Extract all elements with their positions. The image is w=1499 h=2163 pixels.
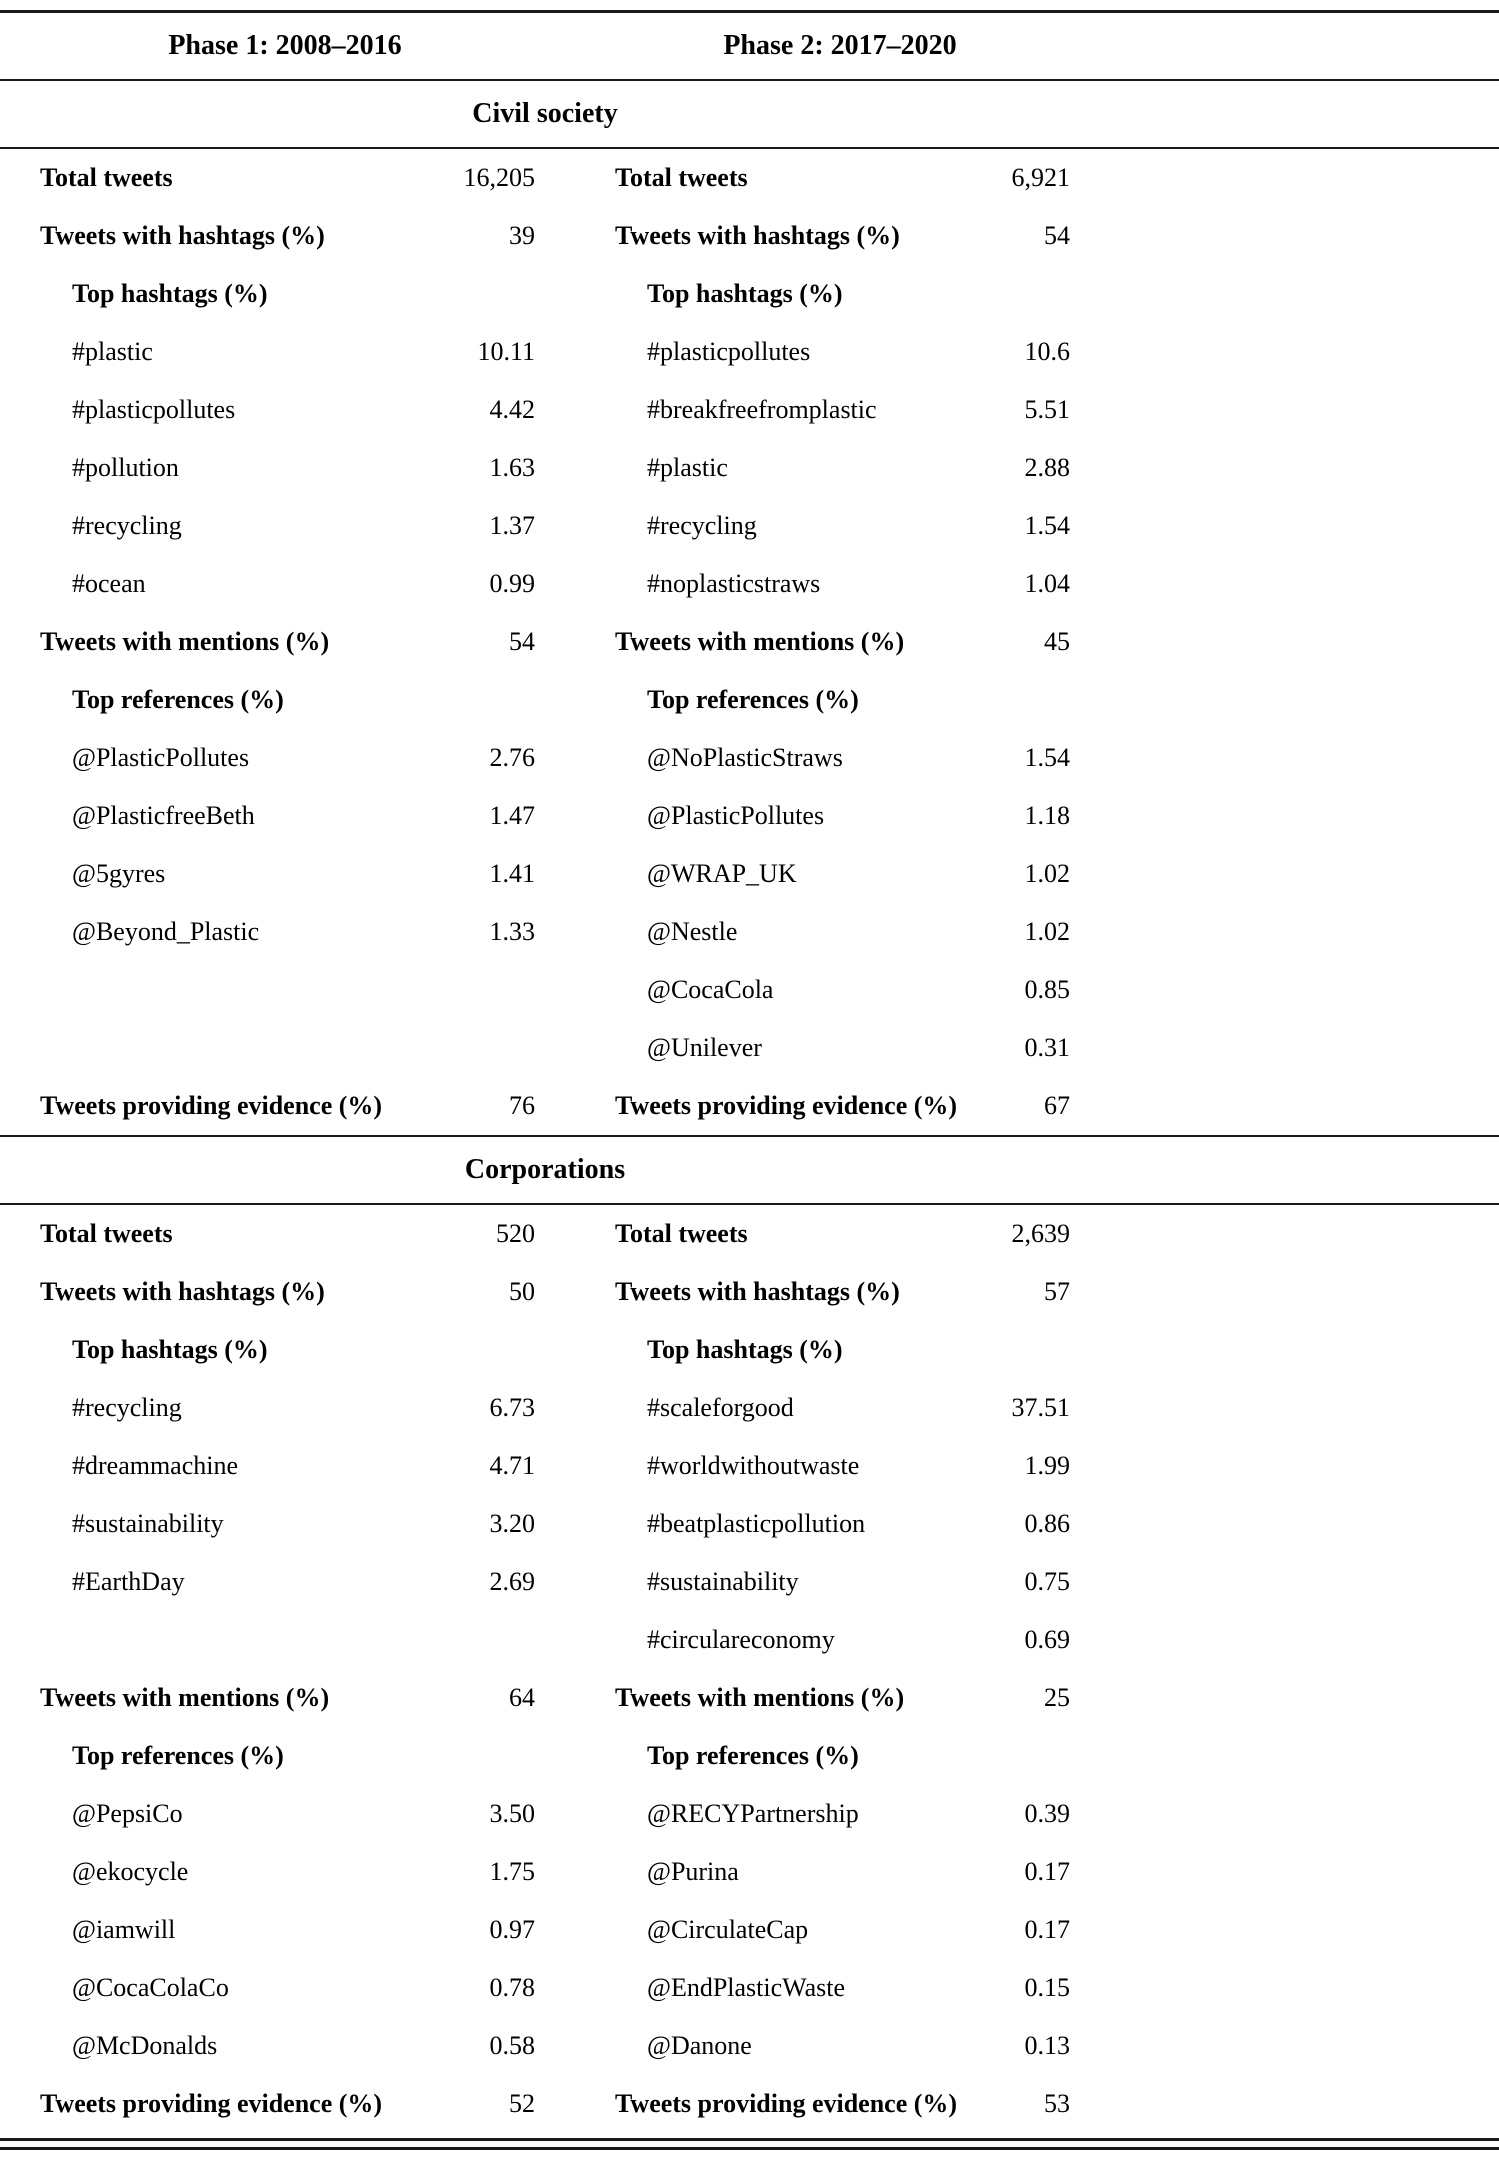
table-row bbox=[0, 207, 1499, 265]
table-row bbox=[0, 961, 1499, 1019]
row-value-right: 57 bbox=[1044, 1277, 1070, 1306]
table-row bbox=[0, 1379, 1499, 1437]
row-value-right: 67 bbox=[1044, 1091, 1070, 1120]
row-label-right: @Purina bbox=[647, 1857, 739, 1886]
row-value-left: 3.20 bbox=[489, 1509, 535, 1538]
row-value-left: 0.99 bbox=[489, 569, 535, 598]
table-row bbox=[0, 265, 1499, 323]
row-value-left: 76 bbox=[509, 1091, 535, 1120]
row-label-left: Tweets with hashtags (%) bbox=[40, 221, 325, 250]
row-value-right: 6,921 bbox=[1011, 163, 1070, 192]
row-label-right: Total tweets bbox=[615, 1219, 748, 1248]
row-value-left: 2.69 bbox=[489, 1567, 535, 1596]
row-label-right: @Nestle bbox=[647, 917, 738, 946]
row-label-left: #recycling bbox=[72, 1393, 182, 1422]
table-row bbox=[0, 1785, 1499, 1843]
row-value-left: 0.97 bbox=[489, 1915, 535, 1944]
row-value-right: 45 bbox=[1044, 627, 1070, 656]
row-value-right: 0.13 bbox=[1024, 2031, 1070, 2060]
table-row bbox=[0, 1437, 1499, 1495]
row-value-left: 16,205 bbox=[463, 163, 535, 192]
row-value-right: 10.6 bbox=[1024, 337, 1070, 366]
table-row bbox=[0, 1321, 1499, 1379]
section-title: Civil society bbox=[472, 98, 618, 129]
row-label-right: @CocaCola bbox=[647, 975, 774, 1004]
row-label-left: @McDonalds bbox=[72, 2031, 218, 2060]
row-value-left: 52 bbox=[509, 2089, 535, 2118]
row-value-right: 54 bbox=[1044, 221, 1070, 250]
row-value-right: 5.51 bbox=[1024, 395, 1070, 424]
bottom-double-rule bbox=[0, 2138, 1499, 2150]
row-label-right: Top references (%) bbox=[647, 1741, 859, 1770]
row-label-left: @iamwill bbox=[72, 1915, 176, 1944]
table-row bbox=[0, 1727, 1499, 1785]
row-label-left: @5gyres bbox=[72, 859, 166, 888]
table-row bbox=[0, 1019, 1499, 1077]
row-label-left: #plastic bbox=[72, 337, 153, 366]
row-label-right: #recycling bbox=[647, 511, 757, 540]
row-value-right: 2,639 bbox=[1011, 1219, 1070, 1248]
row-label-right: @EndPlasticWaste bbox=[647, 1973, 846, 2002]
row-value-left: 1.41 bbox=[489, 859, 535, 888]
row-label-right: Tweets providing evidence (%) bbox=[615, 2089, 958, 2118]
row-label-left: #pollution bbox=[72, 453, 179, 482]
row-label-left: #dreammachine bbox=[72, 1451, 239, 1480]
table-row bbox=[0, 439, 1499, 497]
row-label-left: Top references (%) bbox=[72, 1741, 284, 1770]
row-label-left: Top hashtags (%) bbox=[72, 1335, 268, 1364]
row-label-right: Top references (%) bbox=[647, 685, 859, 714]
table-row bbox=[0, 1843, 1499, 1901]
row-label-left: @CocaColaCo bbox=[72, 1973, 229, 2002]
row-label-left: Total tweets bbox=[40, 1219, 173, 1248]
row-label-right: #scaleforgood bbox=[647, 1393, 794, 1422]
table-body bbox=[0, 81, 1499, 2133]
table-row bbox=[0, 149, 1499, 207]
row-value-right: 53 bbox=[1044, 2089, 1070, 2118]
row-label-right: Tweets with mentions (%) bbox=[615, 627, 905, 656]
row-value-left: 520 bbox=[496, 1219, 535, 1248]
row-label-right: Tweets with hashtags (%) bbox=[615, 1277, 900, 1306]
row-label-right: Top hashtags (%) bbox=[647, 1335, 843, 1364]
row-label-left: Total tweets bbox=[40, 163, 173, 192]
table-row bbox=[0, 1495, 1499, 1553]
table-row bbox=[0, 497, 1499, 555]
row-label-right: @WRAP_UK bbox=[647, 859, 797, 888]
row-value-right: 0.39 bbox=[1024, 1799, 1070, 1828]
row-value-left: 54 bbox=[509, 627, 535, 656]
row-label-right: #breakfreefromplastic bbox=[647, 395, 877, 424]
table-row bbox=[0, 555, 1499, 613]
row-label-left: Tweets providing evidence (%) bbox=[40, 2089, 383, 2118]
row-value-right: 1.02 bbox=[1024, 859, 1070, 888]
row-label-right: #plastic bbox=[647, 453, 728, 482]
row-label-left: #EarthDay bbox=[72, 1567, 185, 1596]
section-title-row bbox=[0, 1137, 1499, 1203]
row-value-right: 1.99 bbox=[1024, 1451, 1070, 1480]
bottom-rule-2 bbox=[0, 2147, 1499, 2150]
row-label-right: @Danone bbox=[647, 2031, 752, 2060]
row-label-left: Tweets with mentions (%) bbox=[40, 1683, 330, 1712]
table-row bbox=[0, 671, 1499, 729]
row-label-left: Tweets with hashtags (%) bbox=[40, 1277, 325, 1306]
row-value-right: 1.18 bbox=[1024, 801, 1070, 830]
row-value-right: 0.17 bbox=[1024, 1915, 1070, 1944]
row-label-right: Top hashtags (%) bbox=[647, 279, 843, 308]
row-label-right: @PlasticPollutes bbox=[647, 801, 825, 830]
row-label-right: #worldwithoutwaste bbox=[647, 1451, 860, 1480]
row-value-left: 10.11 bbox=[477, 337, 535, 366]
table-row bbox=[0, 1205, 1499, 1263]
row-value-left: 1.47 bbox=[489, 801, 535, 830]
table-row bbox=[0, 845, 1499, 903]
row-value-left: 0.58 bbox=[489, 2031, 535, 2060]
table-row bbox=[0, 1553, 1499, 1611]
row-label-right: @Unilever bbox=[647, 1033, 762, 1062]
row-value-right: 0.17 bbox=[1024, 1857, 1070, 1886]
table-row bbox=[0, 1901, 1499, 1959]
table-row bbox=[0, 787, 1499, 845]
row-value-right: 37.51 bbox=[1011, 1393, 1070, 1422]
row-value-left: 64 bbox=[509, 1683, 535, 1712]
row-value-left: 6.73 bbox=[489, 1393, 535, 1422]
row-label-left: @PlasticPollutes bbox=[72, 743, 250, 772]
row-label-left: @Beyond_Plastic bbox=[72, 917, 260, 946]
table-row bbox=[0, 1611, 1499, 1669]
row-label-right: #sustainability bbox=[647, 1567, 799, 1596]
bottom-rule-1 bbox=[0, 2138, 1499, 2141]
table-header-row bbox=[0, 13, 1499, 79]
row-label-left: #sustainability bbox=[72, 1509, 224, 1538]
table-row bbox=[0, 613, 1499, 671]
row-value-left: 39 bbox=[509, 221, 535, 250]
row-value-right: 0.86 bbox=[1024, 1509, 1070, 1538]
row-value-left: 1.75 bbox=[489, 1857, 535, 1886]
row-value-left: 50 bbox=[509, 1277, 535, 1306]
row-label-right: Tweets with mentions (%) bbox=[615, 1683, 905, 1712]
row-label-left: Top references (%) bbox=[72, 685, 284, 714]
table-row bbox=[0, 903, 1499, 961]
row-label-left: @ekocycle bbox=[72, 1857, 189, 1886]
row-label-left: @PepsiCo bbox=[72, 1799, 183, 1828]
row-value-right: 0.85 bbox=[1024, 975, 1070, 1004]
table-row bbox=[0, 381, 1499, 439]
table-row bbox=[0, 323, 1499, 381]
row-value-right: 1.54 bbox=[1024, 511, 1070, 540]
table-row bbox=[0, 1959, 1499, 2017]
row-value-right: 0.69 bbox=[1024, 1625, 1070, 1654]
table-row bbox=[0, 2075, 1499, 2133]
row-value-right: 1.02 bbox=[1024, 917, 1070, 946]
phase2-column-header: Phase 2: 2017–2020 bbox=[723, 30, 957, 61]
row-label-left: Tweets with mentions (%) bbox=[40, 627, 330, 656]
row-value-right: 0.15 bbox=[1024, 1973, 1070, 2002]
row-value-left: 1.33 bbox=[489, 917, 535, 946]
row-label-left: Top hashtags (%) bbox=[72, 279, 268, 308]
row-value-left: 4.71 bbox=[489, 1451, 535, 1480]
row-value-right: 2.88 bbox=[1024, 453, 1070, 482]
row-label-left: @PlasticfreeBeth bbox=[72, 801, 255, 830]
row-label-left: #plasticpollutes bbox=[72, 395, 236, 424]
row-value-left: 0.78 bbox=[489, 1973, 535, 2002]
table-row bbox=[0, 2017, 1499, 2075]
table-row bbox=[0, 1077, 1499, 1135]
row-value-left: 4.42 bbox=[489, 395, 535, 424]
row-label-right: @RECYPartnership bbox=[647, 1799, 859, 1828]
row-label-right: @CirculateCap bbox=[647, 1915, 809, 1944]
row-value-left: 1.37 bbox=[489, 511, 535, 540]
row-label-right: #plasticpollutes bbox=[647, 337, 811, 366]
row-label-right: Tweets providing evidence (%) bbox=[615, 1091, 958, 1120]
row-value-left: 2.76 bbox=[489, 743, 535, 772]
row-value-right: 0.31 bbox=[1024, 1033, 1070, 1062]
section-title: Corporations bbox=[464, 1154, 626, 1185]
row-label-right: Tweets with hashtags (%) bbox=[615, 221, 900, 250]
row-value-right: 0.75 bbox=[1024, 1567, 1070, 1596]
row-label-left: Tweets providing evidence (%) bbox=[40, 1091, 383, 1120]
row-value-right: 1.04 bbox=[1024, 569, 1070, 598]
row-value-right: 25 bbox=[1044, 1683, 1070, 1712]
row-label-right: #circulareconomy bbox=[647, 1625, 835, 1654]
table-row bbox=[0, 1669, 1499, 1727]
table-row bbox=[0, 729, 1499, 787]
row-value-left: 3.50 bbox=[489, 1799, 535, 1828]
row-label-right: #beatplasticpollution bbox=[647, 1509, 866, 1538]
row-value-left: 1.63 bbox=[489, 453, 535, 482]
row-label-left: #ocean bbox=[72, 569, 146, 598]
row-label-right: Total tweets bbox=[615, 163, 748, 192]
phase1-column-header: Phase 1: 2008–2016 bbox=[168, 30, 402, 61]
row-label-right: #noplasticstraws bbox=[647, 569, 821, 598]
row-label-right: @NoPlasticStraws bbox=[647, 743, 843, 772]
table-row bbox=[0, 1263, 1499, 1321]
section-title-row bbox=[0, 81, 1499, 147]
row-value-right: 1.54 bbox=[1024, 743, 1070, 772]
row-label-left: #recycling bbox=[72, 511, 182, 540]
